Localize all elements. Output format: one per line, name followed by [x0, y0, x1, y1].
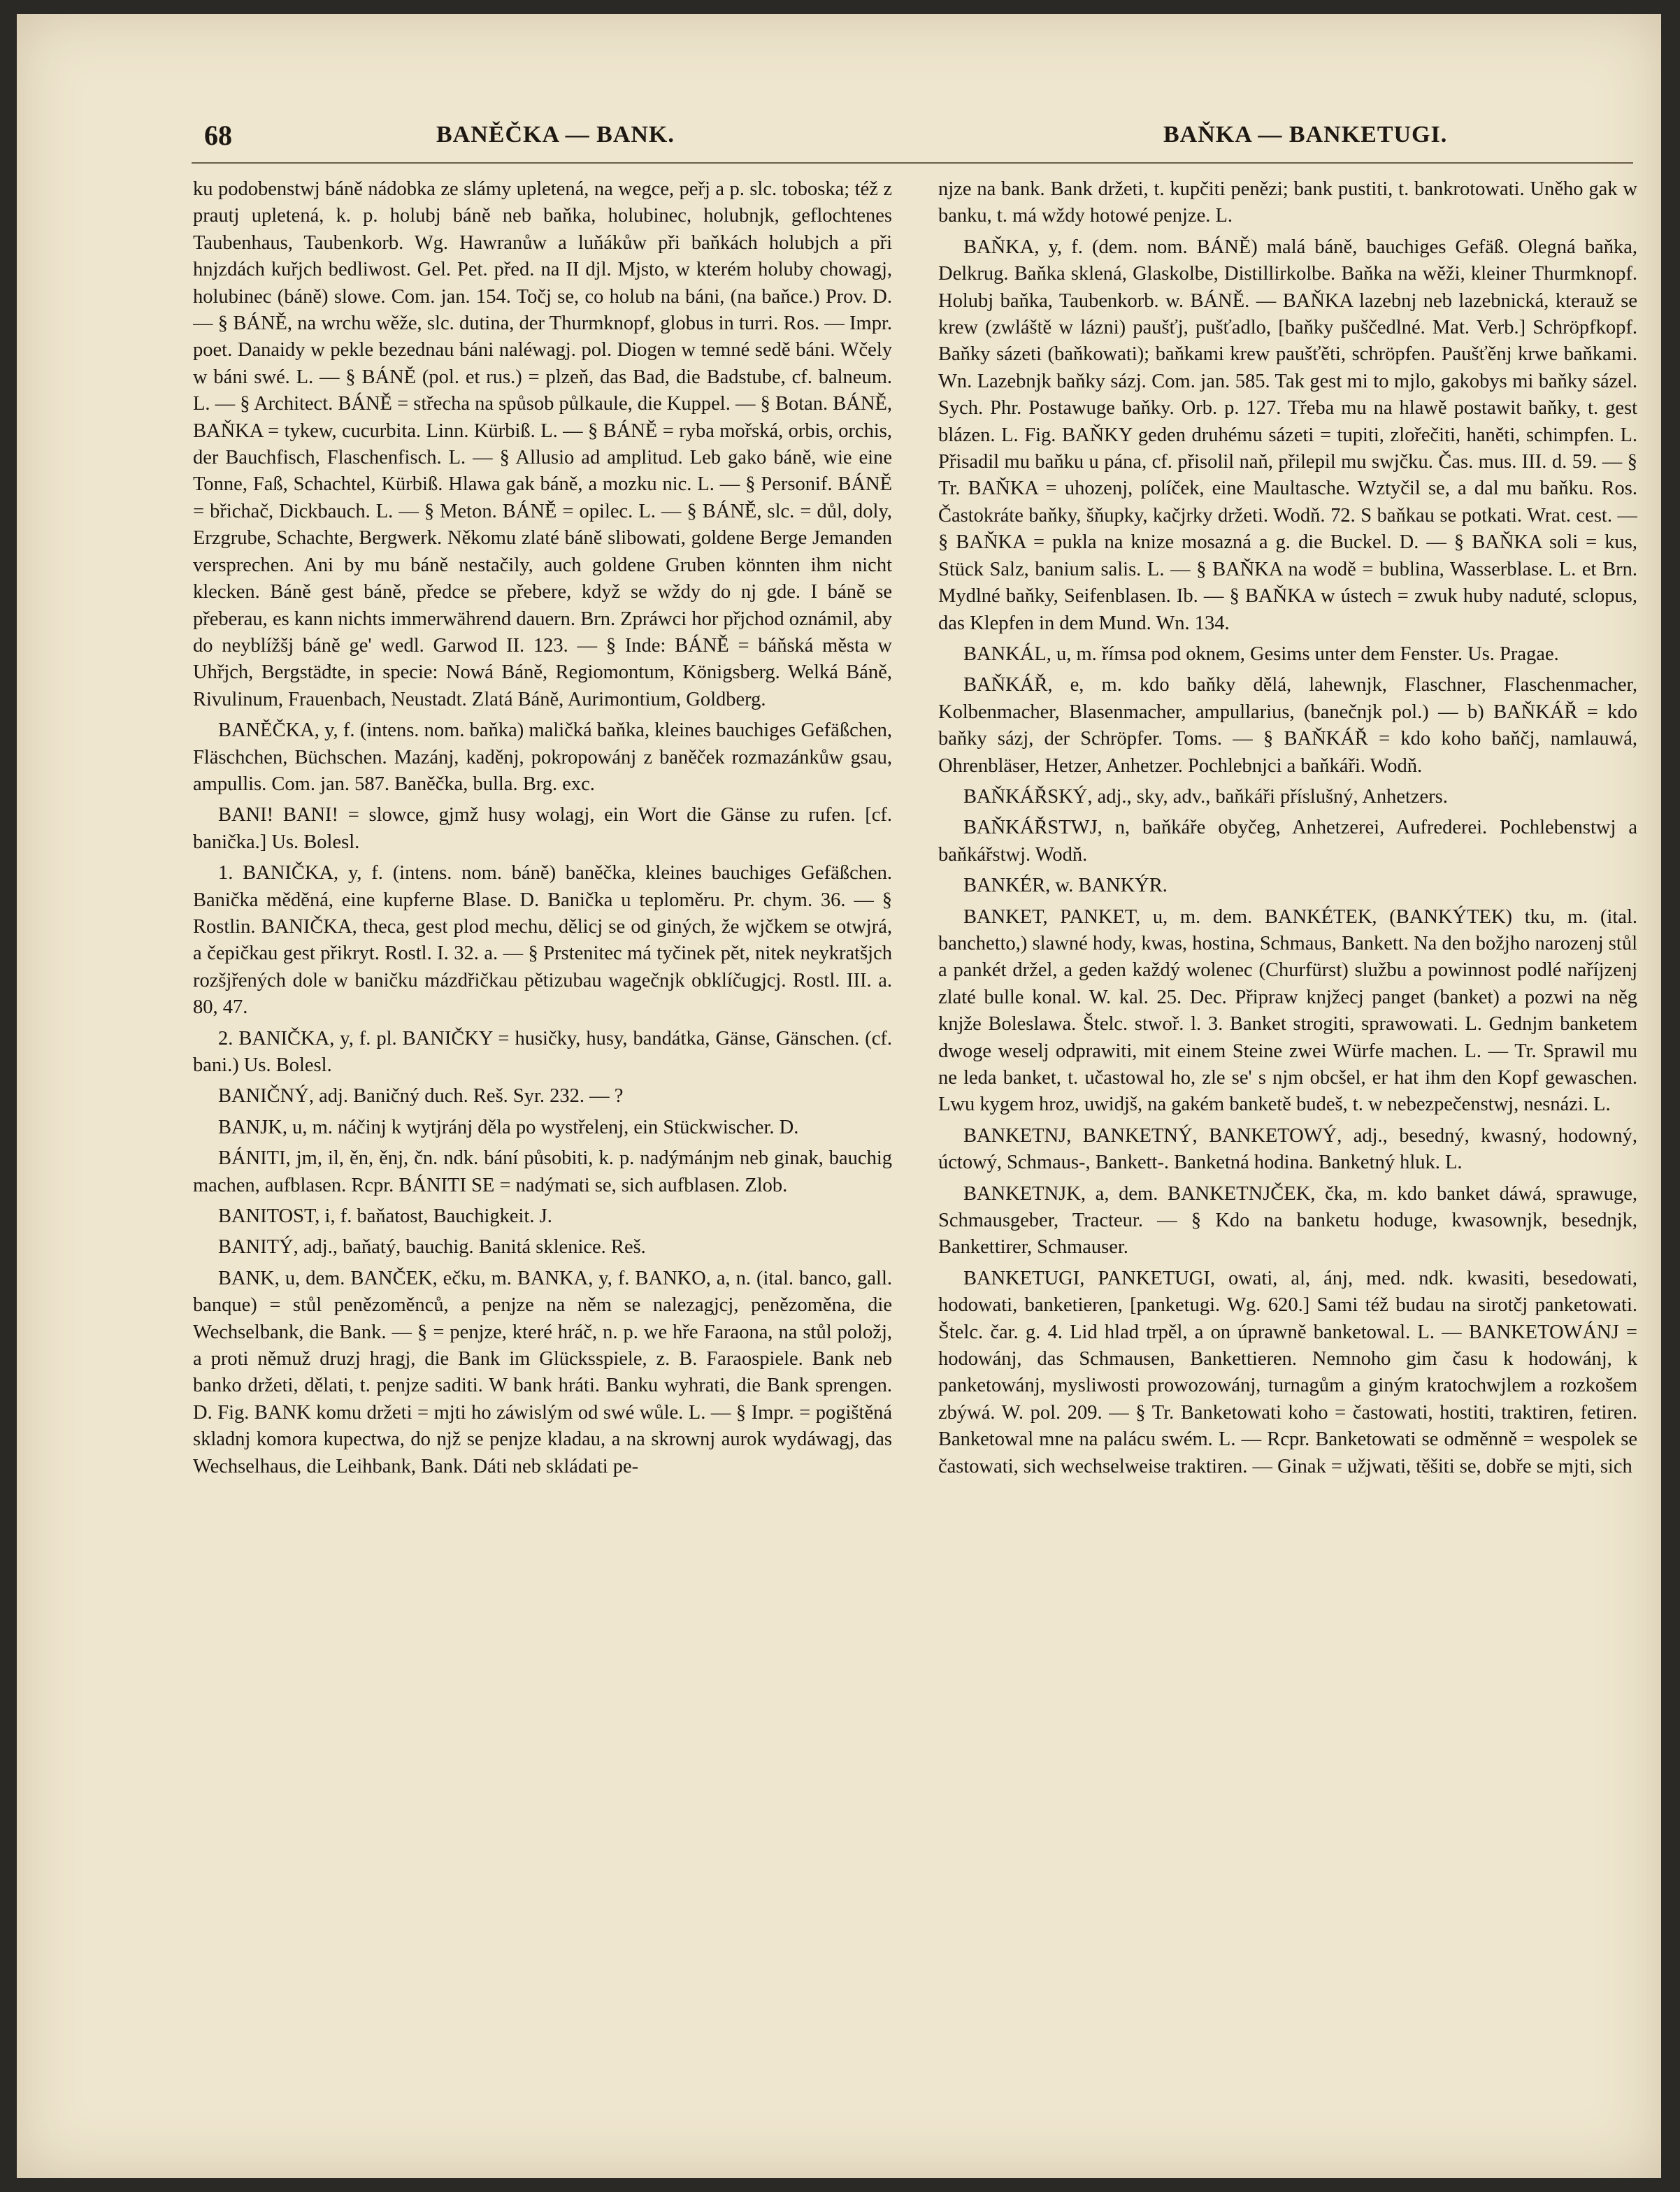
- entry-banketugi: BANKETUGI, PANKETUGI, owati, al, ánj, med. ndk. kwasiti, besedowati, hodowati, banketieren, [panketugi. Wg. 620.] Sami též budau na sirotčj panketowati. Štelc. čar. g. 4. Lid hlad trpěl, a on úprawně banketowal. L. — BANKETOWÁNJ = hodowánj, das Schmausen, Bankettieren. Nemnoho gim času k hodowánj, k panketowánj, mysliwosti prowozowánj, turnagům a giným kratochwjlem a rozkošem zbýwá. W. pol. 209. — § Tr. Banketowati koho = častowati, hostiti, traktiren, fetiren. Banketowal mne na palácu swém. L. — Rcpr. Banketowati se odměnně = wespolek se častowati, sich wechselweise traktiren. — Ginak = užjwati, těšiti se, dobře se mjti, sich: [938, 1267, 1637, 1477]
- entry-banka: BAŇKA, y, f. (dem. nom. BÁNĚ) malá báně, bauchiges Gefäß. Olegná baňka, Delkrug. Baňka sklená, Glaskolbe, Distillirkolbe. Baňka na wěži, kleiner Thurmknopf. Holubj baňka, Taubenkorb. w. BÁNĚ. — BAŇKA lazebnj neb lazebnická, kterauž se krew (zwláště w lázni) paušťj, pušťadlo, [baňky puščedlné. Mat. Verb.] Schröpfkopf. Baňky sázeti (baňkowati); baňkami krew paušťěti, schröpfen. Paušťěnj krwe baňkami. Wn. Lazebnjk baňky sázj. Com. jan. 585. Tak gest mi to mjlo, gakobys mi baňky sázel. Sych. Phr. Postawuge baňky. Orb. p. 127. Třeba mu na hlawě postawit baňky, t. gest blázen. L. Fig. BAŇKY geden druhému sázeti = tupiti, zlořečiti, haněti, schimpfen. L. Přisadil mu baňku u pána, cf. přisolil naň, přilepil mu swjčku. Čas. mus. III. d. 59. — § Tr. BAŇKA = uhozenj, políček, eine Maultasche. Wztyčil se, a dal mu baňku. Ros. Častokráte baňky, šňupky, kačjrky držeti. Wodň. 72. S baňkau se potkati. Wrat. cest. — § BAŇKA = pukla na knize mosazná a g. die Buckel. D. — § BAŇKA soli = kus, Stück Salz, banium salis. L. — § BAŇKA na wodě = bublina, Wasserblase. L. et Brn. Mydlné baňky, Seifenblasen. Ib. — § BAŇKA w ústech = zwuk huby naduté, sclopus, das Klepfen in dem Mund. Wn. 134.: [938, 236, 1637, 634]
- entry-banket: BANKET, PANKET, u, m. dem. BANKÉTEK, (BANKÝTEK) tku, m. (ital. banchetto,) slawné hody, kwas, hostina, Schmaus, Bankett. Na den božjho narozenj stůl a pankét držel, a geden každý wolenec (Churfürst) službu a powinnost podlé naříjzenj zlaté bulle konal. W. kal. 25. Dec. Připraw knjžecj panget (banket) a pozwi na něg knjže Boleslawa. Štelc. stwoř. l. 3. Banket strogiti, sprawowati. L. Gednjm banketem dwoge weselj odprawiti, mit einem Steine zwei Würfe machen. L. — Tr. Sprawil mu ne leda banket, t. učastowal ho, zle se' s njm obcšel, er hat ihm den Kopf gewaschen. Lwu kygem hroz, uwidjš, na gakém banketě budeš, t. w nebezpečenstwj, nesnázi. L.: [938, 905, 1637, 1116]
- entry-banity: BANITÝ, adj., baňatý, bauchig. Banitá sklenice. Reš.: [218, 1236, 646, 1259]
- entry-banicka-2: 2. BANIČKA, y, f. pl. BANIČKY = husičky, husy, bandátka, Gänse, Gänschen. (cf. bani.) Us. Bolesl.: [193, 1027, 892, 1076]
- entry-banecka: BANĚČKA, y, f. (intens. nom. baňka) maličká baňka, kleines bauchiges Gefäßchen, Fläschchen, Büchschen. Mazánj, kaděnj, pokropowánj z baněček rozmazánkůw gsau, ampullis. Com. jan. 587. Baněčka, bulla. Brg. exc.: [193, 719, 892, 795]
- entry-banicka-1: 1. BANIČKA, y, f. (intens. nom. báně) baněčka, kleines bauchiges Gefäßchen. Banička měděná, eine kupferne Blase. D. Banička u teploměru. Pr. chym. 36. — § Rostlin. BANIČKA, theca, gest plod mechu, dělicj se od giných, že wjčkem se otwjrá, a čepičkau gest přikryt. Rostl. I. 32. a. — § Prstenitec má tyčinek pět, nitek neykratšjch rozšjřených dole w baničku mázdřičkau pětizubau wagečnjk obklíčugjcj. Rostl. III. a. 80, 47.: [193, 862, 892, 1019]
- right-running-head: BAŇKA — BANKETUGI.: [1163, 122, 1448, 148]
- entry-bank: BANK, u, dem. BANČEK, ečku, m. BANKA, y, f. BANKO, a, n. (ital. banco, gall. banque) = stůl penězoměnců, a penjze na něm se nalezagjcj, penězoměna, die Wechselbank, die Bank. — § = penjze, které hráč, n. p. we hře Faraona, na stůl položj, a proti němuž druzj hragj, die Bank im Glücksspiele, z. B. Faraospiele. Bank neb banko držeti, dělati, t. penjze saditi. W bank hráti. Banku wyhrati, die Bank sprengen. D. Fig. BANK komu držeti = mjti ho záwislým od swé wůle. L. — § Impr. = pogištěná skladnj komora kupectwa, do njž se penjze kladau, a na skrownj aurok wydáwagj, das Wechselhaus, die Leihbank, Bank. Dáti neb skládati pe-: [193, 1267, 892, 1477]
- entry-bankar: BAŇKÁŘ, e, m. kdo baňky dělá, lahewnjk, Flaschner, Flaschenmacher, Kolbenmacher, Blasenmacher, ampullarius, (banečnjk pol.) — b) BAŇKÁŘ = kdo baňky sázj, der Schröpfer. Toms. — § BAŇKÁŘ = kdo koho baňčj, namlauwá, Ohrenbläser, Hetzer, Anhetzer. Pochlebnjci a baňkáři. Wodň.: [938, 674, 1637, 777]
- entry-bank-continued: njze na bank. Bank držeti, t. kupčiti penězi; bank pustiti, t. bankrotowati. Uněho gak w banku, t. má wždy hotowé penjze. L.: [938, 178, 1637, 227]
- header-rule: [192, 162, 1633, 164]
- entry-bankal: BANKÁL, u, m. římsa pod oknem, Gesims unter dem Fenster. Us. Pragae.: [963, 643, 1559, 665]
- entry-banketnj: BANKETNJ, BANKETNÝ, BANKETOWÝ, adj., besedný, kwasný, hodowný, úctowý, Schmaus-, Bankett-. Banketná hodina. Banketný hluk. L.: [938, 1124, 1637, 1174]
- right-column: [938, 176, 1637, 2141]
- left-column: [193, 176, 892, 2141]
- entry-banjk: BANJK, u, m. náčinj k wytjránj děla po wystřelenj, ein Stückwischer. D.: [218, 1116, 799, 1138]
- entry-banker: BANKÉR, w. BANKÝR.: [963, 875, 1168, 897]
- entry-bani: BANI! BANI! = slowce, gjmž husy wolagj, ein Wort die Gänse zu rufen. [cf. banička.] Us. Bolesl.: [193, 804, 892, 853]
- entry-bankarstwj: BAŇKÁŘSTWJ, n, baňkáře obyčeg, Anhetzerei, Aufrederei. Pochlebenstwj a baňkářstwj. Wodň.: [938, 817, 1637, 866]
- entry-banketnjk: BANKETNJK, a, dem. BANKETNJČEK, čka, m. kdo banket dáwá, sprawuge, Schmausgeber, Tracteur. — § Kdo na banketu hoduge, kwasownjk, besednjk, Bankettirer, Schmauser.: [938, 1182, 1637, 1259]
- entry-bane-continued: ku podobenstwj báně nádobka ze slámy upletená, na wegce, peřj a p. slc. toboska; též z prautj upletená, k. p. holubj báně neb baňka, holubinec, holubnjk, geflochtenes Taubenhaus, Taubenkorb. Wg. Hawranůw a luňákůw při baňkách holubjch a při hnjzdách kuřjch bedliwost. Gel. Pet. před. na II djl. Mjsto, w kterém holuby chowagj, holubinec (báně) slowe. Com. jan. 154. Točj se, co holub na báni, (na baňce.) Prov. D. — § BÁNĚ, na wrchu wěže, slc. dutina, der Thurmknopf, globus in turri. Ros. — Impr. poet. Danaidy w pekle bezednau báni naléwagj. pol. Diogen w temné sedě báni. Wčely w báni swé. L. — § BÁNĚ (pol. et rus.) = plzeň, das Bad, die Badstube, cf. balneum. L. — § Architect. BÁNĚ = střecha na spůsob půlkaule, die Kuppel. — § Botan. BÁNĚ, BAŇKA = tykew, cucurbita. Linn. Kürbiß. L. — § BÁNĚ = ryba mořská, orbis, orchis, der Bauchfisch, Flaschenfisch. L. — § Allusio ad amplitud. Leb gako báně, wie eine Tonne, Faß, Schachtel, Kürbiß. Hlawa gak báně, a mozku nic. L. — § Personif. BÁNĚ = břichač, Dickbauch. L. — § Meton. BÁNĚ = opilec. L. — § BÁNĚ, slc. = důl, doly, Erzgrube, Schachte, Bergwerk. Někomu zlaté báně slibowati, goldene Berge Jemanden versprechen. Ani by mu báně nestačily, auch goldene Gruben könnten ihm nicht klecken. Báně gest báně, předce se přebere, když se wždy do nj gde. I báně se přeberau, es kann nichts immerwährend dauern. Brn. Zpráwci hor přjchod oznámil, aby do neyblížšj báně ge' wedl. Garwod II. 123. — § Inde: BÁNĚ = báňská města w Uhřjch, Bergstädte, in specie: Nowá Báně, Regiomontum, Königsberg. Welká Báně, Rivulinum, Frauenbach, Neustadt. Zlatá Báně, Aurimontium, Goldberg.: [193, 178, 892, 710]
- page-header: [17, 119, 1661, 161]
- entry-baniti: BÁNITI, jm, il, ěn, ěnj, čn. ndk. bání působiti, k. p. nadýmánjm neb ginak, bauchig machen, aufblasen. Rcpr. BÁNITI SE = nadýmati se, sich aufblasen. Zlob.: [193, 1147, 892, 1196]
- left-running-head: BANĚČKA — BANK.: [436, 122, 675, 148]
- entry-banitost: BANITOST, i, f. baňatost, Bauchigkeit. J.: [218, 1205, 552, 1228]
- entry-banicny: BANIČNÝ, adj. Baničný duch. Reš. Syr. 232. — ?: [218, 1085, 624, 1108]
- entry-bankarsky: BAŇKÁŘSKÝ, adj., sky, adv., baňkáři příslušný, Anhetzers.: [963, 785, 1448, 808]
- page-number: 68: [204, 120, 232, 151]
- dictionary-page: [17, 14, 1661, 2178]
